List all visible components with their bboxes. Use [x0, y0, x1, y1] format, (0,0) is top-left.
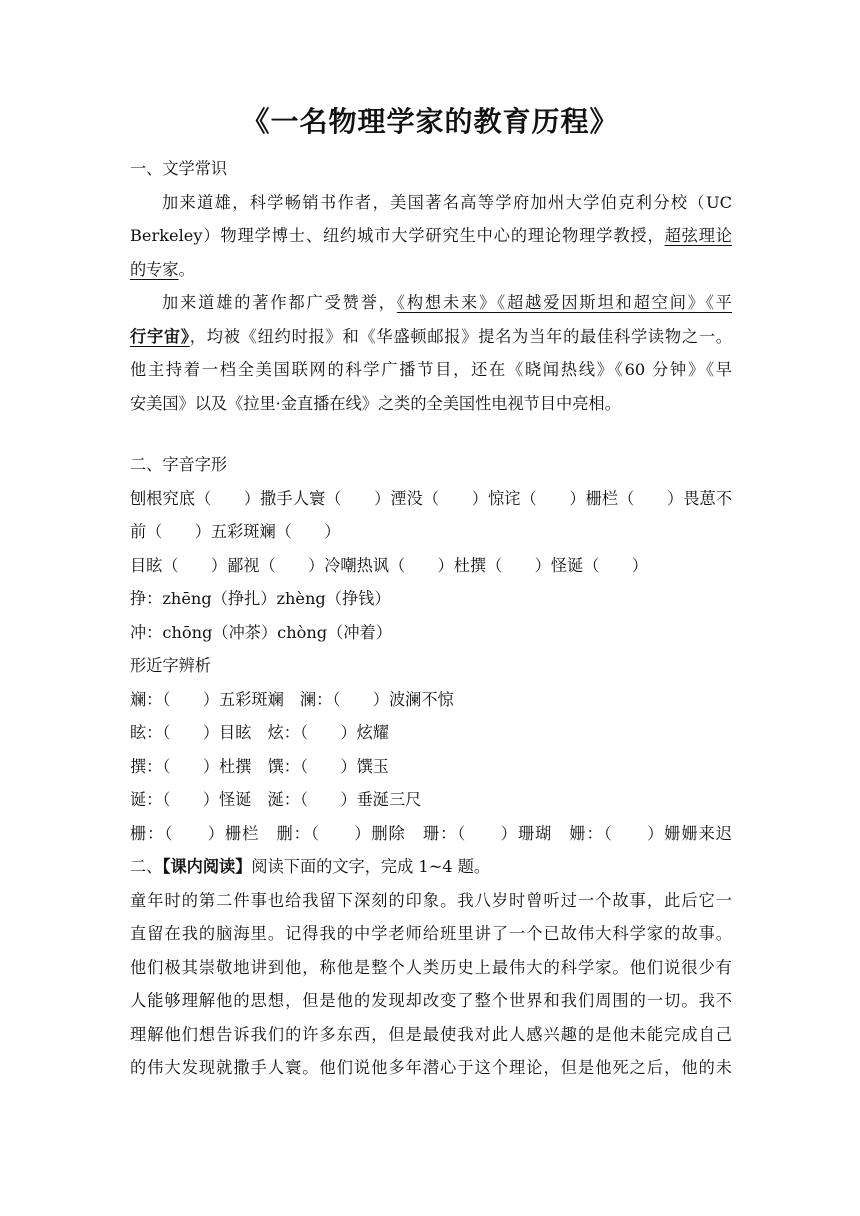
- underlined-books: 《构想未来》《超越爱因斯坦和超空间》《平: [396, 293, 732, 312]
- reading-line: 理解他们想告诉我们的许多东西，但是最使我对此人感兴趣的是他未能完成自己: [130, 1024, 732, 1044]
- section-heading-reading: 二、【课内阅读】阅读下面的文字，完成 1~4 题。: [130, 857, 491, 876]
- subheading-similar-chars: 形近字辨析: [130, 656, 211, 675]
- underlined-books: 行宇宙》: [130, 326, 190, 346]
- document-title: 《一名物理学家的教育历程》: [241, 105, 619, 138]
- paragraph-line: 行宇宙》，均被《纽约时报》和《华盛顿邮报》提名为当年的最佳科学读物之一。: [130, 326, 732, 346]
- exercise-line: 目眩（ ）鄙视（ ）冷嘲热讽（ ）杜撰（ ）怪诞（ ）: [130, 555, 648, 575]
- exercise-line: 栅：（ ）栅栏 删：（ ）删除 珊：（ ）珊瑚 姗：（ ）姗姗来迟: [130, 823, 732, 843]
- underlined-term: 的专家: [130, 259, 179, 279]
- paragraph-line: 加来道雄，科学畅销书作者，美国著名高等学府加州大学伯克利分校（UC: [162, 192, 732, 212]
- reading-line: 童年时的第二件事也给我留下深刻的印象。我八岁时曾听过一个故事，此后它一: [130, 890, 732, 910]
- reading-line: 的伟大发现就撒手人寰。他们说他多年潜心于这个理论，但是他死之后，他的未: [130, 1058, 732, 1077]
- paragraph-line: 加来道雄的著作都广受赞誉，《构想未来》《超越爱因斯坦和超空间》《平: [162, 293, 732, 312]
- exercise-line: 挣：zhēng（挣扎）zhèng（挣钱）: [130, 589, 391, 608]
- exercise-line: 前（ ）五彩斑斓（ ）: [130, 522, 341, 541]
- reading-line: 人能够理解他的思想，但是他的发现却改变了整个世界和我们周围的一切。我不: [130, 991, 732, 1010]
- exercise-line: 冲：chōng（冲茶）chòng（冲着）: [130, 622, 392, 642]
- exercise-line: 斓：（ ）五彩斑斓 澜：（ ）波澜不惊: [130, 689, 454, 709]
- underlined-term: 超弦理论: [664, 226, 732, 245]
- paragraph-line: 的专家。: [130, 259, 195, 279]
- reading-line: 他们极其崇敬地讲到他，称他是整个人类历史上最伟大的科学家。他们说很少有: [130, 957, 732, 977]
- exercise-line: 刨根究底（ ）撒手人寰（ ）湮没（ ）惊诧（ ）栅栏（ ）畏葸不: [130, 488, 732, 508]
- paragraph-line: Berkeley）物理学博士、纽约城市大学研究生中心的理论物理学教授，超弦理论: [130, 226, 732, 245]
- reading-line: 直留在我的脑海里。记得我的中学老师给班里讲了一个已故伟大科学家的故事。: [130, 924, 732, 943]
- exercise-line: 诞：（ ）怪诞 涎：（ ）垂涎三尺: [130, 790, 422, 809]
- exercise-line: 撰：（ ）杜撰 馔：（ ）馔玉: [130, 756, 389, 776]
- section-heading-literature: 一、文学常识: [130, 159, 228, 178]
- section-heading-pronunciation: 二、字音字形: [130, 455, 228, 474]
- paragraph-line: 他主持着一档全美国联网的科学广播节目，还在《晓闻热线》《60 分钟》《早: [130, 360, 732, 379]
- paragraph-line: 安美国》以及《拉里·金直播在线》之类的全美国性电视节目中亮相。: [130, 393, 621, 413]
- document-body: [130, 152, 732, 1085]
- exercise-line: 眩：（ ）目眩 炫：（ ）炫耀: [130, 723, 389, 742]
